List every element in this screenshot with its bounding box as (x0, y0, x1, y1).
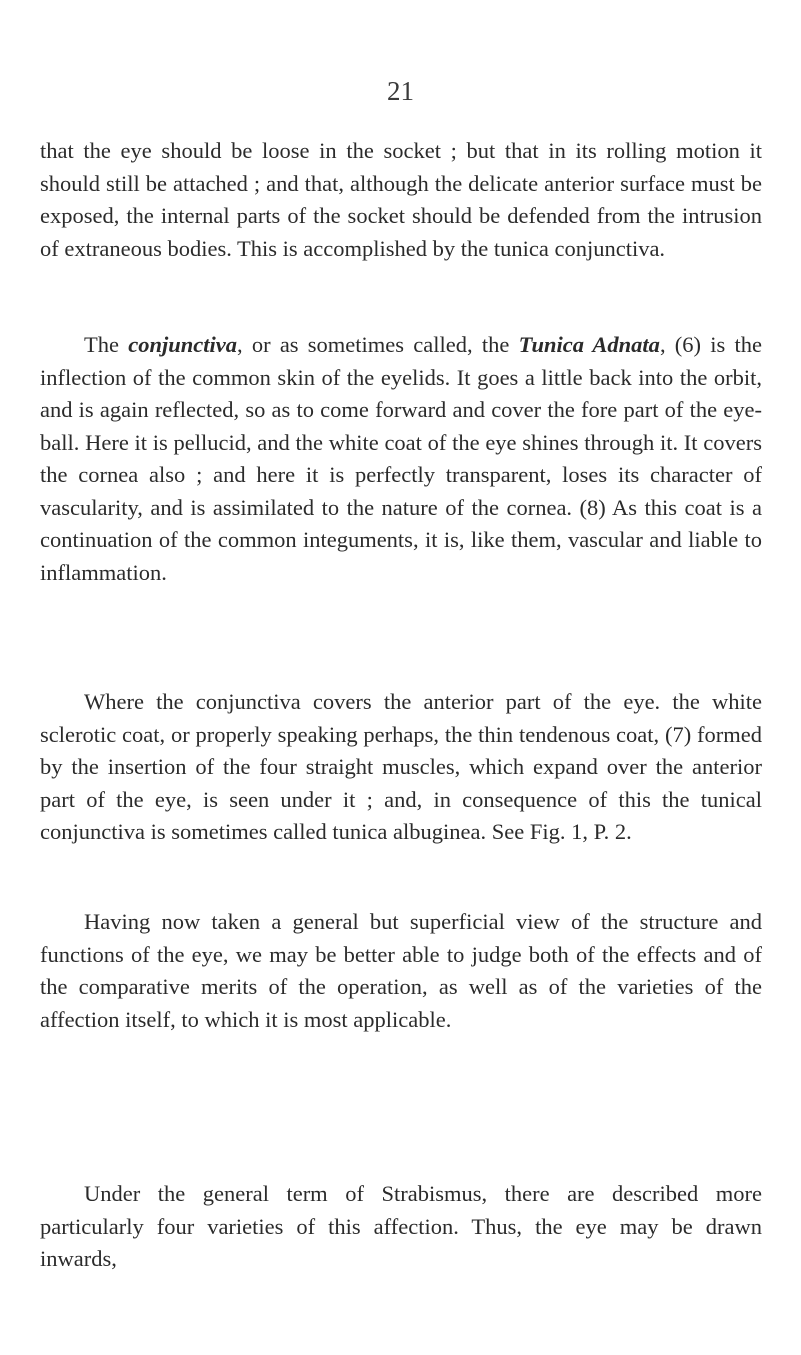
term-tunica-adnata: Tunica Adnata (518, 332, 660, 357)
paragraph-2-mid: , or as sometimes called, the (236, 332, 519, 357)
paragraph-4-text: Having now taken a general but superficial view of the structure and functions of the eye, we may be better able to judge both of the effects and of the comparative merits of the operation, as well as of the varieties of the affection itself, to which it is most applicable. (40, 909, 762, 1032)
paragraph-3 (40, 686, 762, 849)
paragraph-2-rest: , (6) is the inflection of the common skin of the eyelids. It goes a little back into the orbit, and is again reflected, so as to come forward and cover the fore part of the eye-ball. Here it is pellucid, and the white coat of the eye shines through it. It covers the cornea also ; and here it is perfectly transparent, loses its character of vascularity, and is assimilated to the nature of the cornea. (8) As this coat is a continuation of the common integuments, it is, like them, vascular and liable to inflammation. (40, 332, 762, 585)
page-number: 21 (387, 76, 414, 106)
paragraph-4 (40, 906, 762, 1036)
paragraph-2-lead: The (84, 332, 129, 357)
paragraph-5-text: Under the general term of Strabismus, there are described more particularly four varieties of this affection. Thus, the eye may be drawn inwards, (40, 1181, 762, 1271)
term-conjunctiva: conjunctiva (128, 332, 237, 357)
paragraph-2-text (40, 329, 762, 589)
paragraph-1 (40, 135, 762, 265)
paragraph-1-text: that the eye should be loose in the socket ; but that in its rolling motion it should still be attached ; and that, although the delicate anterior surface must be exposed, the internal parts of the socket should be defended from the intrusion of extraneous bodies. This is accomplished by the tunica conjunctiva. (40, 138, 762, 261)
paragraph-3-text: Where the conjunctiva covers the anterior part of the eye. the white sclerotic coat, or properly speaking perhaps, the thin tendenous coat, (7) formed by the insertion of the four straight muscles, which expand over the anterior part of the eye, is seen under it ; and, in consequence of this the tunical conjunctiva is sometimes called tunica albuginea. See Fig. 1, P. 2. (40, 689, 762, 844)
paragraph-2 (40, 329, 762, 589)
paragraph-5 (40, 1178, 762, 1276)
